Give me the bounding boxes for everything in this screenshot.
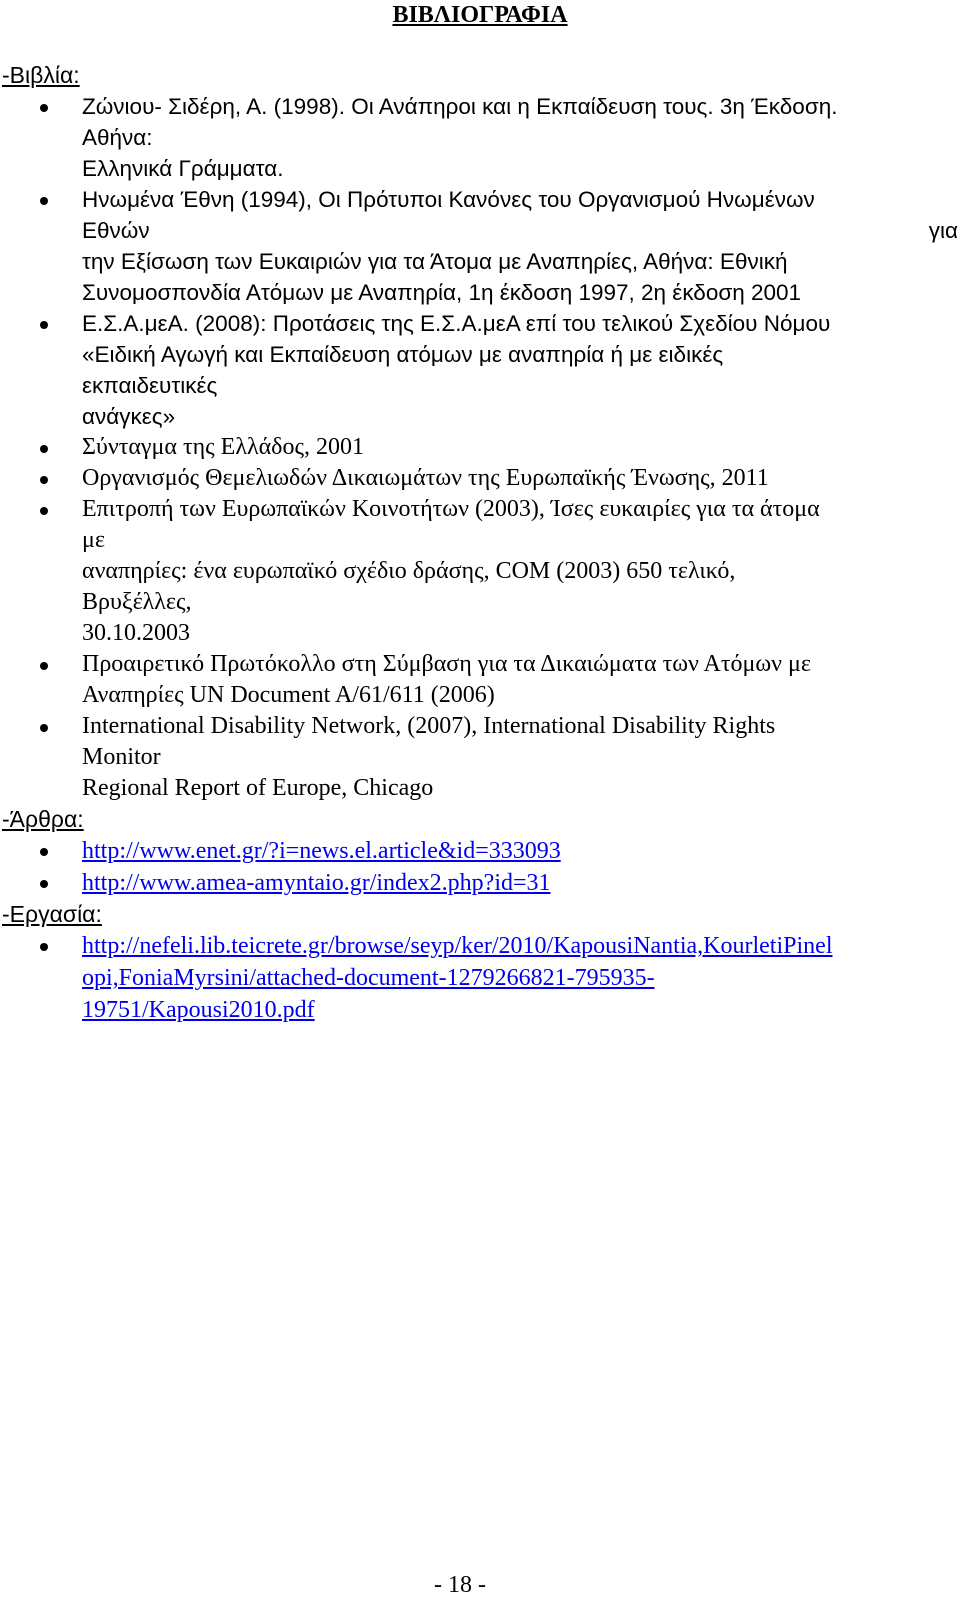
list-item bbox=[0, 184, 958, 308]
list-item bbox=[0, 867, 958, 899]
bullet-icon bbox=[40, 724, 48, 732]
list-item bbox=[0, 463, 958, 494]
list-item bbox=[0, 649, 958, 711]
bullet-icon bbox=[40, 662, 48, 670]
bullet-icon bbox=[40, 197, 48, 205]
list-item bbox=[0, 91, 958, 184]
list-item bbox=[0, 930, 958, 1026]
item-line: Monitor bbox=[82, 744, 161, 770]
section-label-articles: -Άρθρα: bbox=[2, 806, 84, 832]
item-line: Προαιρετικό Πρωτόκολλο στη Σύμβαση για τα Δικαιώματα των Ατόμων με bbox=[82, 651, 811, 677]
thesis-link-line[interactable]: 19751/Kapousi2010.pdf bbox=[82, 997, 315, 1023]
item-line: Επιτροπή των Ευρωπαϊκών Κοινοτήτων (2003), Ίσες ευκαιρίες για τα άτομα bbox=[82, 496, 820, 522]
item-line-justified bbox=[82, 215, 958, 246]
thesis-link-line[interactable]: opi,FoniaMyrsini/attached-document-1279266821-795935- bbox=[82, 965, 655, 991]
bullet-icon bbox=[40, 445, 48, 453]
item-line: Ζώνιου- Σιδέρη, Α. (1998). Οι Ανάπηροι και η Εκπαίδευση τους. 3η Έκδοση. bbox=[82, 94, 838, 119]
item-line: Αναπηρίες UN Document A/61/611 (2006) bbox=[82, 682, 495, 708]
item-line: την Εξίσωση των Ευκαιριών για τα Άτομα με Αναπηρίες, Αθήνα: Εθνική bbox=[82, 249, 788, 274]
article-link-enet[interactable]: http://www.enet.gr/?i=news.el.article&id=333093 bbox=[82, 838, 561, 864]
bullet-icon bbox=[40, 880, 48, 888]
item-line: Regional Report of Europe, Chicago bbox=[82, 775, 434, 801]
section-label-books: -Βιβλία: bbox=[2, 62, 80, 88]
section-label-thesis: -Εργασία: bbox=[2, 901, 102, 927]
list-item bbox=[0, 711, 958, 804]
item-word: για bbox=[928, 218, 958, 243]
list-item bbox=[0, 494, 958, 649]
item-line: ανάγκες» bbox=[82, 404, 176, 429]
item-line: 30.10.2003 bbox=[82, 620, 190, 646]
item-line: Βρυξέλλες, bbox=[82, 589, 192, 615]
item-line: Αθήνα: bbox=[82, 125, 153, 150]
item-line: Συνομοσπονδία Ατόμων με Αναπηρία, 1η έκδοση 1997, 2η έκδοση 2001 bbox=[82, 280, 802, 305]
bullet-icon bbox=[40, 507, 48, 515]
articles-list bbox=[0, 835, 940, 899]
list-item bbox=[0, 432, 958, 463]
page-number: - 18 - bbox=[434, 1572, 486, 1598]
bullet-icon bbox=[40, 321, 48, 329]
thesis-link-line[interactable]: http://nefeli.lib.teicrete.gr/browse/seyp/ker/2010/KapousiNantia,KourletiPinel bbox=[82, 933, 833, 959]
bullet-icon bbox=[40, 476, 48, 484]
bullet-icon bbox=[40, 104, 48, 112]
thesis-list bbox=[0, 930, 940, 1026]
page-title: ΒΙΒΛΙΟΓΡΑΦΙΑ bbox=[392, 2, 568, 28]
bullet-icon bbox=[40, 848, 48, 856]
books-list bbox=[0, 91, 958, 804]
item-line: με bbox=[82, 527, 105, 553]
list-item bbox=[0, 308, 958, 432]
item-line: Οργανισμός Θεμελιωδών Δικαιωμάτων της Ευρωπαϊκής Ένωσης, 2011 bbox=[82, 465, 769, 491]
item-line: «Ειδική Αγωγή και Εκπαίδευση ατόμων με αναπηρία ή με ειδικές bbox=[82, 342, 724, 367]
bullet-icon bbox=[40, 943, 48, 951]
bibliography-content bbox=[0, 60, 958, 1026]
list-item bbox=[0, 835, 958, 867]
item-line: αναπηρίες: ένα ευρωπαϊκό σχέδιο δράσης, COM (2003) 650 τελικό, bbox=[82, 558, 736, 584]
item-line: Ελληνικά Γράμματα. bbox=[82, 156, 284, 181]
article-link-amea-amyntaio[interactable]: http://www.amea-amyntaio.gr/index2.php?id=31 bbox=[82, 870, 551, 896]
item-line: Σύνταγμα της Ελλάδος, 2001 bbox=[82, 434, 364, 460]
item-line: Ε.Σ.Α.μεΑ. (2008): Προτάσεις της Ε.Σ.Α.μεΑ επί του τελικού Σχεδίου Νόμου bbox=[82, 311, 831, 336]
item-line: εκπαιδευτικές bbox=[82, 373, 218, 398]
item-line: Ηνωμένα Έθνη (1994), Οι Πρότυποι Κανόνες του Οργανισμού Ηνωμένων bbox=[82, 187, 815, 212]
item-line: International Disability Network, (2007), International Disability Rights bbox=[82, 713, 776, 739]
item-word: Εθνών bbox=[82, 218, 150, 243]
